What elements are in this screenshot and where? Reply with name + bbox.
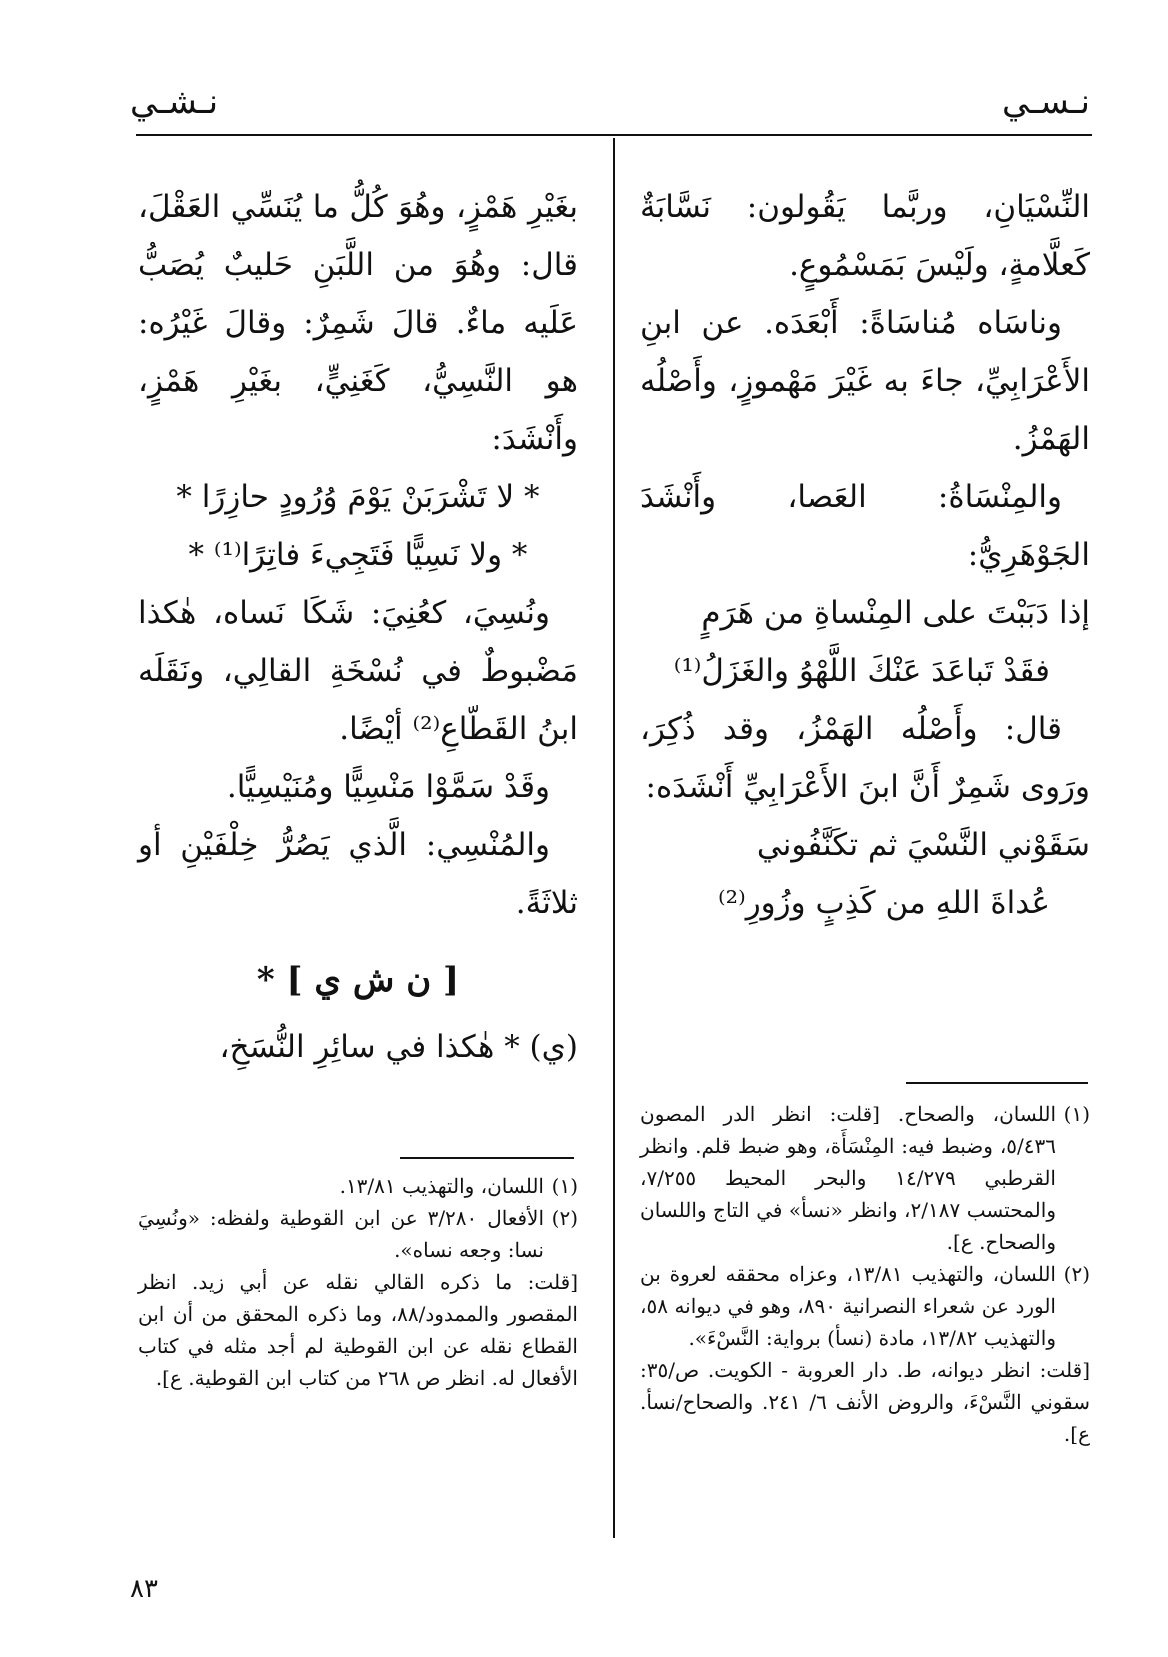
rajaz-verse-1: * لا تَشْرَبَنْ يَوْمَ وُرُودٍ حازِرًا * [176, 479, 540, 515]
entry-heading-nshy: [ ن ش ي ] * [256, 960, 460, 1000]
verse-1-second-hemistich: فقَدْ تَباعَدَ عَنْكَ اللَّهْوُ والغَزَلُ⁽¹⁾ [673, 653, 1050, 689]
verse-2-first-hemistich: سَقَوْني النَّسْيَ ثم تكَنَّفُوني [756, 827, 1090, 863]
footnote-right-1 [640, 1098, 1090, 1258]
footnotes-left [138, 1170, 578, 1394]
rajaz-verse-2: * ولا نَسِيًّا فَتَجِيءَ فاتِرًا⁽¹⁾ * [188, 537, 528, 573]
footnote-text: اللسان، والصحاح. [قلت: انظر الدر المصون ٥/٤٣٦، وضبط فيه: المِنْسَأَة، وهو ضبط قلم. وانظر القرطبي ١٤/٢٧٩ والبحر المحيط ٧/٢٥٥، والمحتسب ٢/١٨٧، وانظر «نسأ» في التاج واللسان والصحاح. ع]. [640, 1102, 1056, 1254]
footnote-right-2 [640, 1258, 1090, 1354]
running-head-right: نـسـي [1001, 82, 1090, 122]
footnote-rule-left [400, 1157, 574, 1159]
page-number: ٨٣ [130, 1574, 158, 1604]
verse-2-second-hemistich: عُداةَ اللهِ من كَذِبٍ وزُورِ⁽²⁾ [718, 885, 1050, 921]
footnote-number: (٢) [551, 1206, 578, 1230]
footnote-text: اللسان، والتهذيب ١٣/٨١، وعزاه محققه لعروة بن الورد عن شعراء النصرانية ٨٩٠، وهو في ديوانه ٥٨، والتهذيب ١٣/٨٢، مادة (نسأ) برواية: النَّسْءَ». [640, 1262, 1056, 1350]
footnote-right-2-continuation: [قلت: انظر ديوانه، ط. دار العروبة - الكويت. ص/٣٥: سقوني النَّسْءَ، والروض الأنف ٦/ ٢٤١. والصحاح/نسأ. ع]. [640, 1358, 1090, 1446]
footnote-number: (٢) [1063, 1262, 1090, 1286]
left-paragraph-2: ونُسِيَ، كعُنِيَ: شَكَا نَساه، هٰكذا مَضْبوطٌ في نُسْخَةِ القالِي، ونَقَلَه ابنُ القَطّاعِ⁽²⁾ أيْضًا. [138, 595, 578, 747]
right-paragraph-4: قال: وأَصْلُه الهَمْزُ، وقد ذُكِرَ، ورَوى شَمِرٌ أَنَّ ابنَ الأَعْرَابِيِّ أَنْشَدَه: [640, 711, 1090, 805]
right-paragraph-2: وناسَاه مُناسَاةً: أَبْعَدَه. عن ابنِ الأَعْرَابِيِّ، جاءَ به غَيْرَ مَهْموزٍ، وأَصْلُه الهَمْزُ. [640, 305, 1090, 457]
left-paragraph-3: وقَدْ سَمَّوْا مَنْسِيًّا ومُنَيْسِيًّا. [226, 769, 550, 805]
right-paragraph-3: والمِنْسَاةُ: العَصا، وأَنْشَدَ الجَوْهَرِيُّ: [640, 479, 1090, 573]
footnote-number: (١) [551, 1174, 578, 1198]
right-column [640, 178, 1090, 932]
header-rule [136, 134, 1092, 136]
left-paragraph-5: (ي) * هٰكذا في سائِرِ النُّسَخِ، [219, 1029, 578, 1065]
footnote-left-2-continuation: [قلت: ما ذكره القالي نقله عن أبي زيد. انظر المقصور والممدود/٨٨، وما ذكره المحقق من أن ابن القطاع نقله عن ابن القوطية لم أجد مثله في كتاب الأفعال له. انظر ص ٢٦٨ من كتاب ابن القوطية. ع]. [138, 1270, 578, 1390]
running-head-left: نـشـي [130, 82, 219, 122]
column-divider [613, 138, 615, 1538]
footnote-text: الأفعال ٣/٢٨٠ عن ابن القوطية ولفظه: «ونُسِيَ نسا: وجعه نساه». [138, 1206, 545, 1262]
footnote-left-1 [138, 1170, 578, 1202]
footnote-left-2 [138, 1202, 578, 1266]
footnote-text: اللسان، والتهذيب ١٣/٨١. [339, 1174, 544, 1198]
left-paragraph-4: والمُنْسِي: الَّذي يَصُرُّ خِلْفَيْنِ أو ثلاثَةً. [138, 827, 578, 921]
footnotes-right [640, 1098, 1090, 1450]
right-paragraph-1: النِّسْيَانِ، وربَّما يَقُولون: نَسَّابَةٌ كَعلَّامةٍ، ولَيْسَ بَمَسْمُوعٍ. [640, 189, 1090, 283]
left-column [138, 178, 578, 1076]
footnote-number: (١) [1063, 1102, 1090, 1126]
footnote-rule-right [906, 1082, 1088, 1084]
verse-1-first-hemistich: إذا دَبَبْتَ على المِنْساةِ من هَرَمٍ [701, 595, 1090, 631]
left-paragraph-1: بغَيْرِ هَمْزٍ، وهُوَ كُلُّ ما يُنَسِّي العَقْلَ، قال: وهُوَ من اللَّبَنِ حَليبٌ يُصَبُّ عَلَيه ماءٌ. قالَ شَمِرٌ: وقالَ غَيْرُه: هو النَّسِيُّ، كَغَنِيٍّ، بغَيْرِ هَمْزٍ، وأَنْشَدَ: [138, 189, 578, 457]
